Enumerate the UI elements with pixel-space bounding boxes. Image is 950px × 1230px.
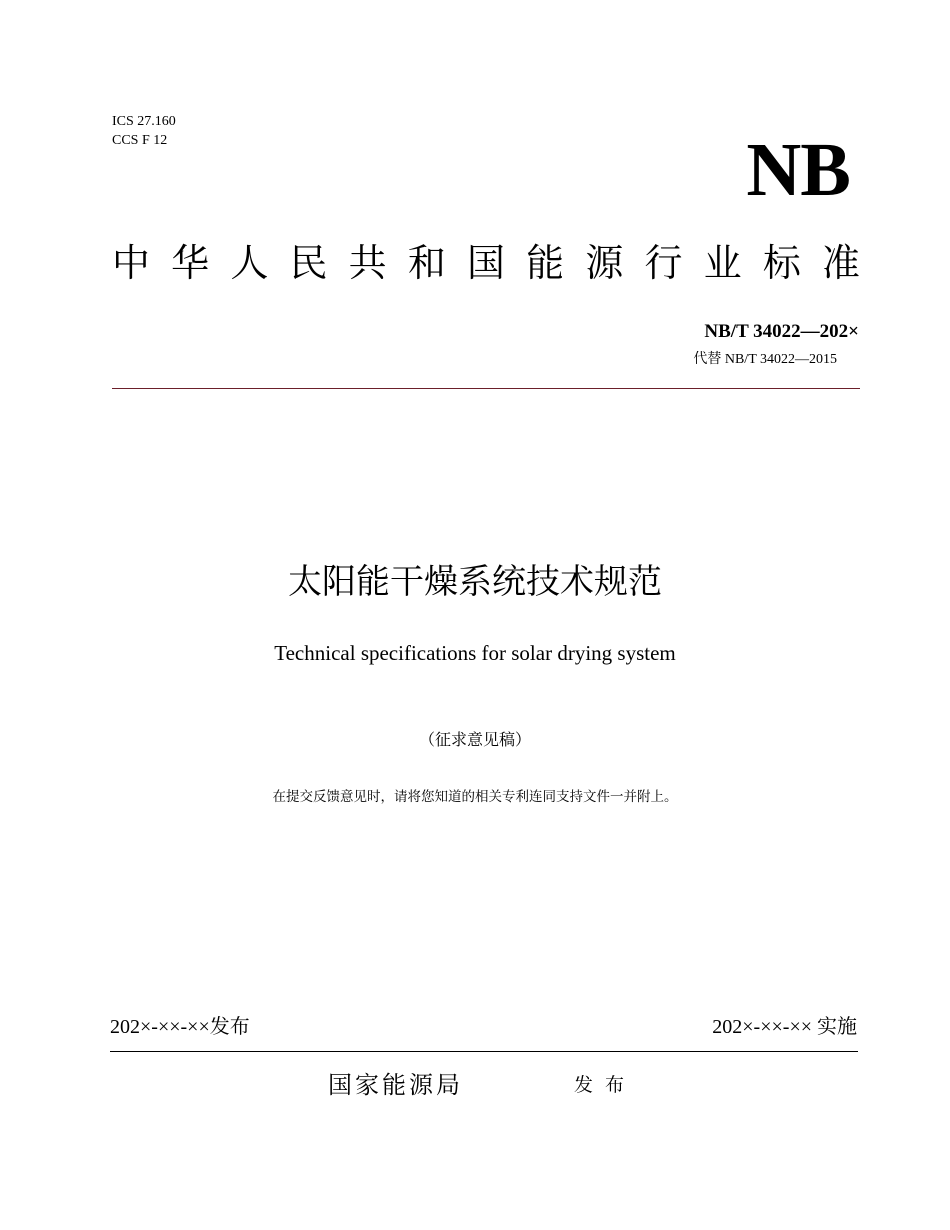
draft-status: （征求意见稿） [418, 730, 531, 749]
bottom-divider [110, 1051, 858, 1052]
classification-codes [112, 112, 176, 150]
document-title-chinese: 太阳能干燥系统技术规范 [288, 562, 662, 602]
replaces-standard: 代替 NB/T 34022—2015 [693, 352, 837, 367]
ccs-code: CCS F 12 [112, 133, 168, 148]
document-title-english: Technical specifications for solar drying system [274, 641, 676, 665]
ics-code: ICS 27.160 [112, 114, 176, 129]
standard-number: NB/T 34022—202× [704, 321, 859, 342]
issue-label: 发布 [574, 1074, 637, 1096]
nb-logo: NB [746, 128, 850, 212]
industry-standard-heading: 中华人民共和国能源行业标准 [112, 241, 862, 285]
issuing-authority: 国家能源局 [328, 1071, 463, 1099]
implementation-date: 202×-××-×× 实施 [712, 1016, 857, 1038]
top-divider [112, 388, 860, 389]
issue-date: 202×-××-××发布 [110, 1016, 250, 1038]
patent-notice: 在提交反馈意见时，请将您知道的相关专利连同支持文件一并附上。 [272, 789, 678, 805]
